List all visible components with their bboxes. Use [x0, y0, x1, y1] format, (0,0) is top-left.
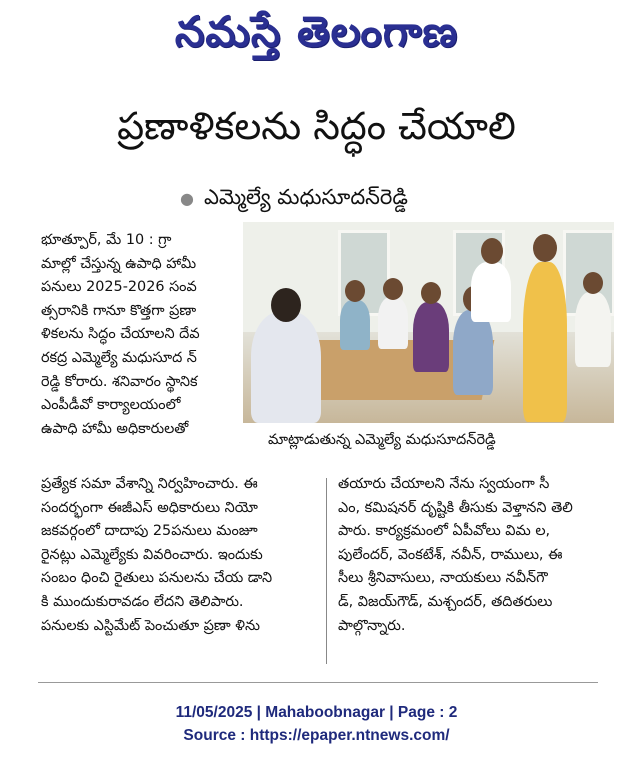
- article-line: రెడ్డి కోరారు. శనివారం స్థానిక: [41, 373, 198, 390]
- article-line: ఎం, కమిషనర్ దృష్టికి తీసుకు వెళ్తానని తెలి: [338, 499, 573, 516]
- article-line: భూత్పూర్, మే 10 : గ్రా: [41, 232, 172, 248]
- photo-head: [481, 238, 503, 264]
- photo-head: [421, 282, 441, 304]
- article-line: సంబం ధించి రైతులు పనులను చేయ డాని: [41, 570, 273, 587]
- article-line: త్సరానికి గానూ కొత్తగా ప్రణా: [41, 302, 197, 319]
- article-line: డ్, విజయ్‌గౌడ్, మశ్చందర్, తదితరులు: [338, 593, 553, 610]
- article-line: సీలు శ్రీనివాసులు, నాయకులు నవీన్‌గౌ: [338, 570, 548, 587]
- headline: ప్రణాళికలను సిద్ధం చేయాలి: [117, 104, 516, 148]
- photo-person: [413, 302, 449, 372]
- column-divider: [326, 478, 327, 664]
- bullet-icon: ●: [180, 189, 194, 208]
- photo-person: [575, 292, 611, 367]
- article-line: పాల్గొన్నారు.: [338, 617, 406, 634]
- photo-person: [453, 310, 493, 395]
- article-line: పారు. కార్యక్రమంలో ఏపీవోలు విమ ల,: [338, 523, 551, 540]
- photo-head: [271, 288, 301, 322]
- photo-person: [471, 262, 511, 322]
- article-line: రైనట్లు ఎమ్మెల్యేకు వివరించారు. ఇందుకు: [41, 546, 263, 563]
- article-line: మాల్లో చేస్తున్న ఉపాధి హామీ: [41, 255, 197, 272]
- byline-text: ఎమ్మెల్యే మధుసూదన్‌రెడ్డి: [203, 185, 408, 209]
- photo-head: [345, 280, 365, 302]
- article-line: కి ముందుకురావడం లేదని తెలిపారు.: [41, 593, 244, 610]
- photo-caption: మాట్లాడుతున్న ఎమ్మెల్యే మధుసూదన్‌రెడ్డి: [268, 432, 496, 448]
- article-column-left-top: [41, 229, 237, 441]
- article-line: జకవర్గంలో దాదాపు 25పనులు మంజూ: [41, 523, 258, 540]
- article-line: తయారు చేయాలని నేను స్వయంగా సీ: [338, 476, 550, 492]
- photo-person: [378, 297, 408, 349]
- article-line: ఉపాధి హామీ అధికారులతో: [41, 420, 189, 437]
- article-column-left-bottom: [41, 473, 315, 638]
- article-line: ళికలను సిద్ధం చేయాలని దేవ: [41, 326, 200, 343]
- footer-date-edition: 11/05/2025 | Mahaboobnagar | Page : 2: [175, 704, 458, 721]
- article-line: ఎంపీడీవో కార్యాలయంలో: [41, 397, 181, 414]
- article-line: సందర్భంగా ఈజీఎస్ అధికారులు నియో: [41, 499, 258, 516]
- article-column-right: [338, 473, 608, 638]
- photo-head: [583, 272, 603, 294]
- byline: [180, 180, 408, 214]
- photo-person: [251, 312, 321, 423]
- article-line: రకద్ర ఎమ్మెల్యే మధుసూద న్: [41, 349, 197, 366]
- photo-person: [523, 262, 567, 422]
- article-line: పనులు 2025-2026 సంవ: [41, 279, 197, 296]
- article-line: పులేందర్, వెంకటేశ్, నవీన్, రాములు, ఈ: [338, 546, 563, 563]
- photo-head: [533, 234, 557, 262]
- footer-source-link[interactable]: Source : https://epaper.ntnews.com/: [183, 727, 450, 744]
- photo-head: [383, 278, 403, 300]
- article-line: ప్రత్యేక సమా వేశాన్ని నిర్వహించారు. ఈ: [41, 476, 258, 492]
- photo-person: [340, 300, 370, 350]
- news-photo: [243, 222, 614, 423]
- article-line: పనులకు ఎస్టిమేట్ పెంచుతూ ప్రణా ళిను: [41, 617, 261, 634]
- masthead-logo: నమస్తే తెలంగాణ: [174, 7, 459, 56]
- footer-rule: [38, 682, 598, 683]
